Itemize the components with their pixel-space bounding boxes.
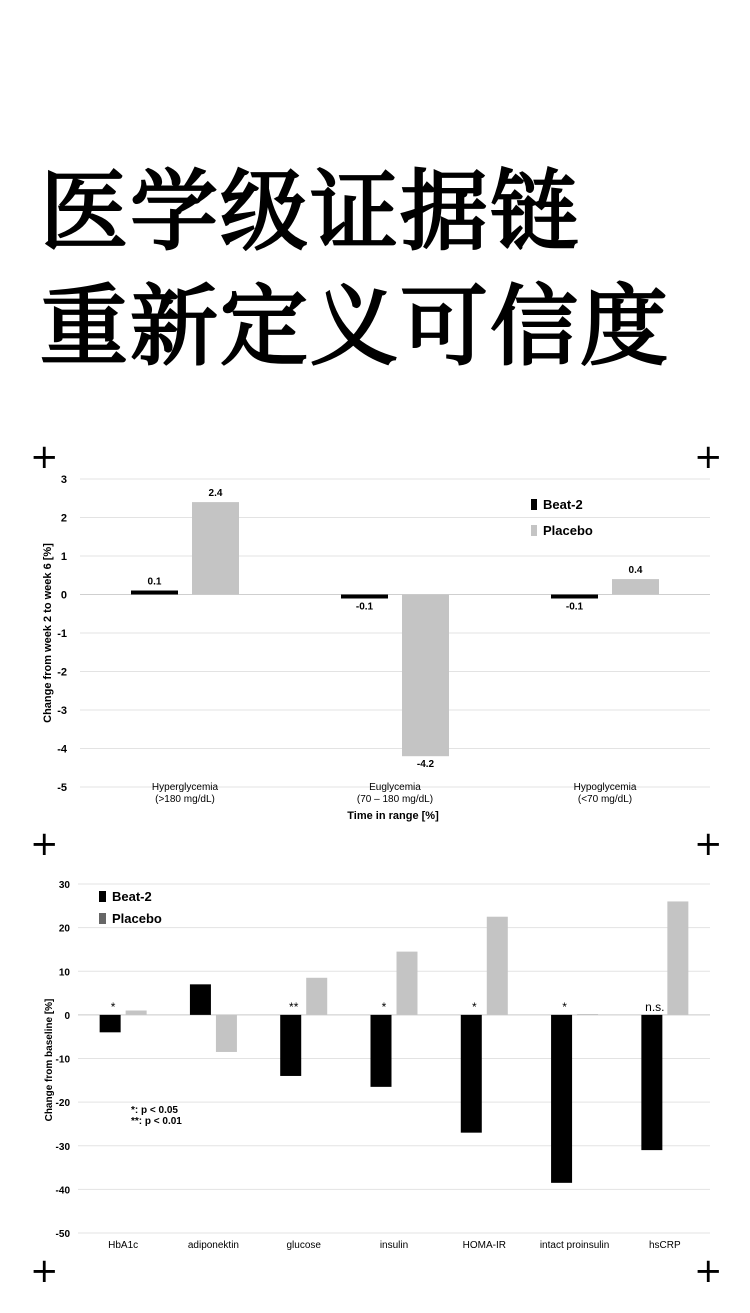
y-tick-label: -30: [55, 1141, 70, 1153]
legend-label-placebo: Placebo: [112, 911, 162, 926]
y-tick-label: -50: [55, 1229, 70, 1240]
bar-beat-2-2: [280, 1015, 301, 1076]
x-category-sublabel: (>180 mg/dL): [155, 794, 215, 805]
bar-beat-2-0: [100, 1015, 121, 1032]
x-category-label: HOMA-IR: [462, 1240, 506, 1251]
data-label: -0.1: [355, 601, 374, 613]
y-tick-label: 30: [58, 880, 70, 891]
y-tick-label: -4: [57, 743, 67, 756]
y-tick-label: -20: [55, 1098, 70, 1110]
legend-swatch-beat-2: [99, 891, 106, 902]
x-category-label: Hyperglycemia: [151, 782, 219, 793]
y-axis-title: Change from week 2 to week 6 [%]: [42, 543, 54, 723]
footnote-p001: **: p < 0.01: [131, 1116, 182, 1127]
headline-line-2: 重新定义可信度: [40, 275, 671, 378]
y-tick-label: 3: [60, 474, 67, 486]
y-tick-label: 20: [58, 923, 70, 935]
bar-placebo-5: [577, 1014, 598, 1015]
bar-placebo-6: [667, 901, 688, 1014]
legend-label-beat-2: Beat-2: [112, 889, 152, 904]
x-category-label: Euglycemia: [369, 782, 421, 793]
crosshair-mid-left: +: [30, 824, 59, 864]
bar-beat-2-4: [461, 1015, 482, 1133]
bar-beat-2-6: [641, 1015, 662, 1150]
significance-marker: *: [562, 999, 567, 1014]
x-category-sublabel: (70 – 180 mg/dL): [356, 794, 434, 805]
bar-placebo-1: [216, 1015, 237, 1052]
legend-label-beat-2: Beat-2: [543, 497, 583, 512]
significance-marker: *: [471, 999, 477, 1014]
data-label: 2.4: [208, 488, 223, 500]
data-label: -4.2: [416, 759, 435, 771]
bar-beat-2-3: [371, 1015, 392, 1087]
crosshair-mid-right: +: [694, 824, 723, 864]
x-category-label: Hypoglycemia: [573, 782, 637, 793]
y-tick-label: -5: [57, 782, 67, 794]
bar-beat-2-5: [551, 1015, 572, 1183]
footnote-p005: *: p < 0.05: [131, 1105, 178, 1116]
y-tick-label: 0: [60, 589, 67, 602]
x-category-label: intact proinsulin: [539, 1240, 610, 1251]
y-tick-label: -40: [55, 1185, 70, 1197]
significance-marker: *: [381, 999, 387, 1014]
y-axis-title: Change from baseline [%]: [44, 998, 55, 1122]
headline-line-1: 医学级证据链: [40, 160, 581, 263]
significance-marker: *: [110, 999, 116, 1014]
x-category-label: glucose: [286, 1240, 321, 1251]
crosshair-bottom-left: +: [30, 1251, 59, 1291]
crosshair-top-left: +: [30, 437, 59, 477]
significance-marker: **: [198, 999, 209, 1014]
x-category-sublabel: (<70 mg/dL): [577, 794, 633, 805]
bar-placebo-2: [306, 978, 327, 1015]
y-tick-label: -1: [57, 628, 67, 640]
y-tick-label: -3: [57, 705, 67, 717]
crosshair-bottom-right: +: [694, 1251, 723, 1291]
x-category-label: HbA1c: [108, 1240, 139, 1251]
legend-label-placebo: Placebo: [543, 523, 593, 538]
x-category-label: adiponektin: [187, 1240, 240, 1251]
data-label: -0.1: [565, 601, 584, 613]
bar-placebo-0: [126, 1011, 147, 1015]
y-tick-label: 1: [60, 551, 67, 563]
y-tick-label: 0: [64, 1010, 70, 1022]
legend-swatch-placebo: [99, 913, 106, 924]
data-label: 0.4: [628, 565, 643, 577]
y-tick-label: -2: [57, 666, 67, 679]
significance-marker: **: [289, 999, 299, 1014]
x-category-label: insulin: [379, 1240, 409, 1251]
y-tick-label: 10: [58, 967, 70, 979]
y-tick-label: -10: [55, 1054, 70, 1066]
x-category-label: hsCRP: [649, 1240, 681, 1251]
x-axis-title: Time in range [%]: [347, 810, 439, 822]
bar-placebo-3: [397, 952, 418, 1015]
bar-placebo-4: [487, 917, 508, 1015]
crosshair-top-right: +: [694, 437, 723, 477]
y-tick-label: 2: [60, 512, 67, 525]
significance-marker: n.s.: [645, 999, 665, 1014]
data-label: 0.1: [147, 576, 162, 588]
